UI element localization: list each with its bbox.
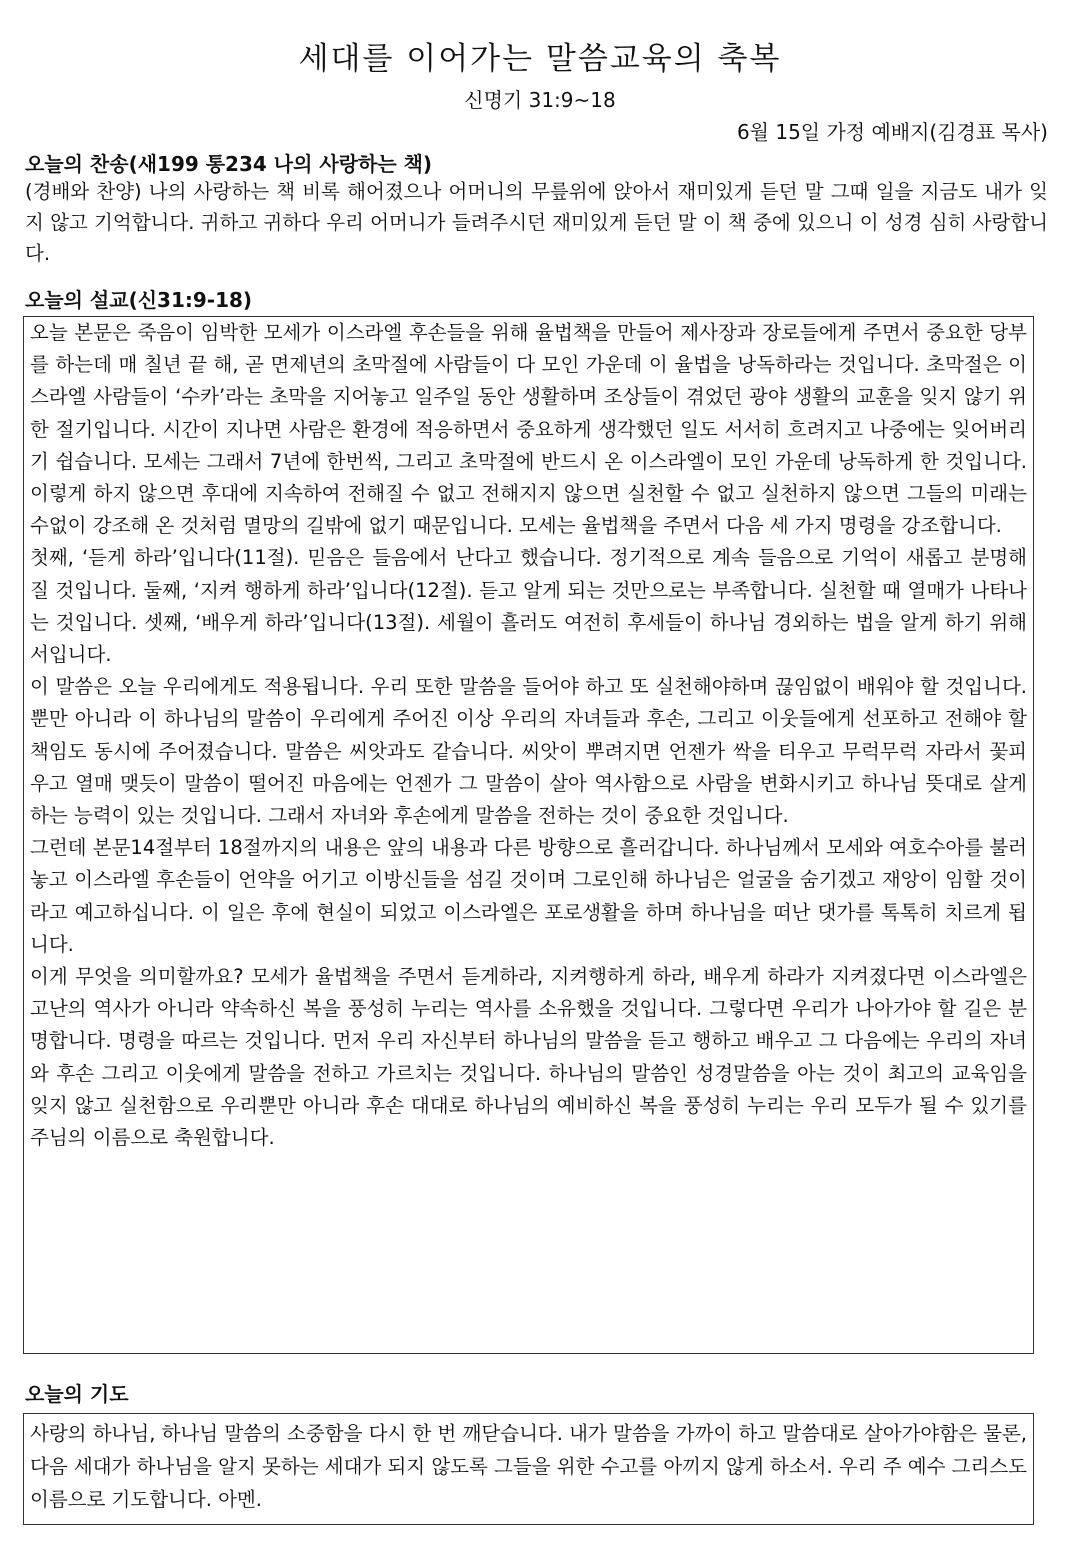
- hymn-lyrics: (경배와 찬양) 나의 사랑하는 책 비록 해어졌으나 어머니의 무릎위에 앉아서 재미있게 듣던 말 그때 일을 지금도 내가 잊지 않고 기억합니다. 귀하고 귀하다 우리 어머니가 들려주시던 재미있게 듣던 말 이 책 중에 있으니 이 성경 심히 사랑합니다.: [25, 180, 1048, 265]
- hymn-heading: 오늘의 찬송(새199 통234 나의 사랑하는 책): [25, 152, 433, 176]
- page-title: 세대를 이어가는 말씀교육의 축복: [298, 41, 782, 77]
- sermon-paragraph: 오늘 본문은 죽음이 임박한 모세가 이스라엘 후손들을 위해 율법책을 만들어 제사장과 장로들에게 주면서 중요한 당부를 하는데 매 칠년 끝 해, 곧 면제년의 초막절에 사람들이 다 모인 가운데 이 율법을 낭독하라는 것입니다. 초막절은 이스라엘 사람들이 ‘수카’라는 초막을 지어놓고 일주일 동안 생활하며 조상들이 겪었던 광야 생활의 교훈을 잊지 않기 위한 절기입니다. 시간이 지나면 사람은 환경에 적응하면서 중요하게 생각했던 일도 서서히 흐려지고 나중에는 잊어버리기 쉽습니다. 모세는 그래서 7년에 한번씩, 그리고 초막절에 반드시 온 이스라엘이 모인 가운데 낭독하게 한 것입니다. 이렇게 하지 않으면 후대에 지속하여 전해질 수 없고 전해지지 않으면 실천할 수 없고 실천하지 않으면 그들의 미래는 수없이 강조해 온 것처럼 멸망의 길밖에 없기 때문입니다. 모세는 율법책을 주면서 다음 세 가지 명령을 강조합니다.: [30, 321, 1027, 538]
- sermon-paragraph: 첫째, ‘듣게 하라’입니다(11절). 믿음은 들음에서 난다고 했습니다. 정기적으로 계속 들음으로 기억이 새롭고 분명해 질 것입니다. 둘째, ‘지켜 행하게 하라’입니다(12절). 듣고 알게 되는 것만으로는 부족합니다. 실천할 때 열매가 나타나는 것입니다. 셋째, ‘배우게 하라’입니다(13절). 세월이 흘러도 여전히 후세들이 하나님 경외하는 법을 알게 하기 위해서입니다.: [30, 546, 1027, 667]
- sermon-paragraph: 이 말씀은 오늘 우리에게도 적용됩니다. 우리 또한 말씀을 들어야 하고 또 실천해야하며 끊임없이 배워야 할 것입니다. 뿐만 아니라 이 하나님의 말씀이 우리에게 주어진 이상 우리의 자녀들과 후손, 그리고 이웃들에게 선포하고 전해야 할 책임도 동시에 주어졌습니다. 말씀은 씨앗과도 같습니다. 씨앗이 뿌려지면 언젠가 싹을 티우고 무럭무럭 자라서 꽃피우고 열매 맺듯이 말씀이 떨어진 마음에는 언젠가 그 말씀이 살아 역사함으로 사람을 변화시키고 하나님 뜻대로 살게 하는 능력이 있는 것입니다. 그래서 자녀와 후손에게 말씀을 전하는 것이 중요한 것입니다.: [30, 675, 1027, 828]
- prayer-text: 사랑의 하나님, 하나님 말씀의 소중함을 다시 한 번 깨닫습니다. 내가 말씀을 가까이 하고 말씀대로 살아가야함은 물론, 다음 세대가 하나님을 알지 못하는 세대가 되지 않도록 그들을 위한 수고를 아끼지 않게 하소서. 우리 주 예수 그리스도 이름으로 기도합니다. 아멘.: [30, 1422, 1027, 1511]
- sermon-paragraph: 그런데 본문14절부터 18절까지의 내용은 앞의 내용과 다른 방향으로 흘러갑니다. 하나님께서 모세와 여호수아를 불러놓고 이스라엘 후손들이 언약을 어기고 이방신들을 섬길 것이며 그로인해 하나님은 얼굴을 숨기겠고 재앙이 임할 것이라고 예고하십니다. 이 일은 후에 현실이 되었고 이스라엘은 포로생활을 하며 하나님을 떠난 댓가를 톡톡히 치르게 됩니다.: [30, 836, 1027, 956]
- prayer-heading: 오늘의 기도: [25, 1382, 129, 1406]
- sermon-heading: 오늘의 설교(신31:9-18): [25, 288, 253, 312]
- worship-dateline: 6월 15일 가정 예배지(김경표 목사): [736, 120, 1048, 144]
- sermon-paragraph: 이게 무엇을 의미할까요? 모세가 율법책을 주면서 듣게하라, 지켜행하게 하라, 배우게 하라가 지켜졌다면 이스라엘은 고난의 역사가 아니라 약속하신 복을 풍성히 누리는 역사를 소유했을 것입니다. 그렇다면 우리가 나아가야 할 길은 분명합니다. 명령을 따르는 것입니다. 먼저 우리 자신부터 하나님의 말씀을 듣고 행하고 배우고 그 다음에는 우리의 자녀와 후손 그리고 이웃에게 말씀을 전하고 가르치는 것입니다. 하나님의 말씀인 성경말씀을 아는 것이 최고의 교육임을 잊지 않고 실천함으로 우리뿐만 아니라 후손 대대로 하나님의 예비하신 복을 풍성히 누리는 우리 모두가 될 수 있기를 주님의 이름으로 축원합니다.: [30, 965, 1027, 1150]
- scripture-reference: 신명기 31:9~18: [464, 88, 616, 112]
- sermon-box: [23, 316, 1034, 1354]
- prayer-box: [23, 1413, 1034, 1525]
